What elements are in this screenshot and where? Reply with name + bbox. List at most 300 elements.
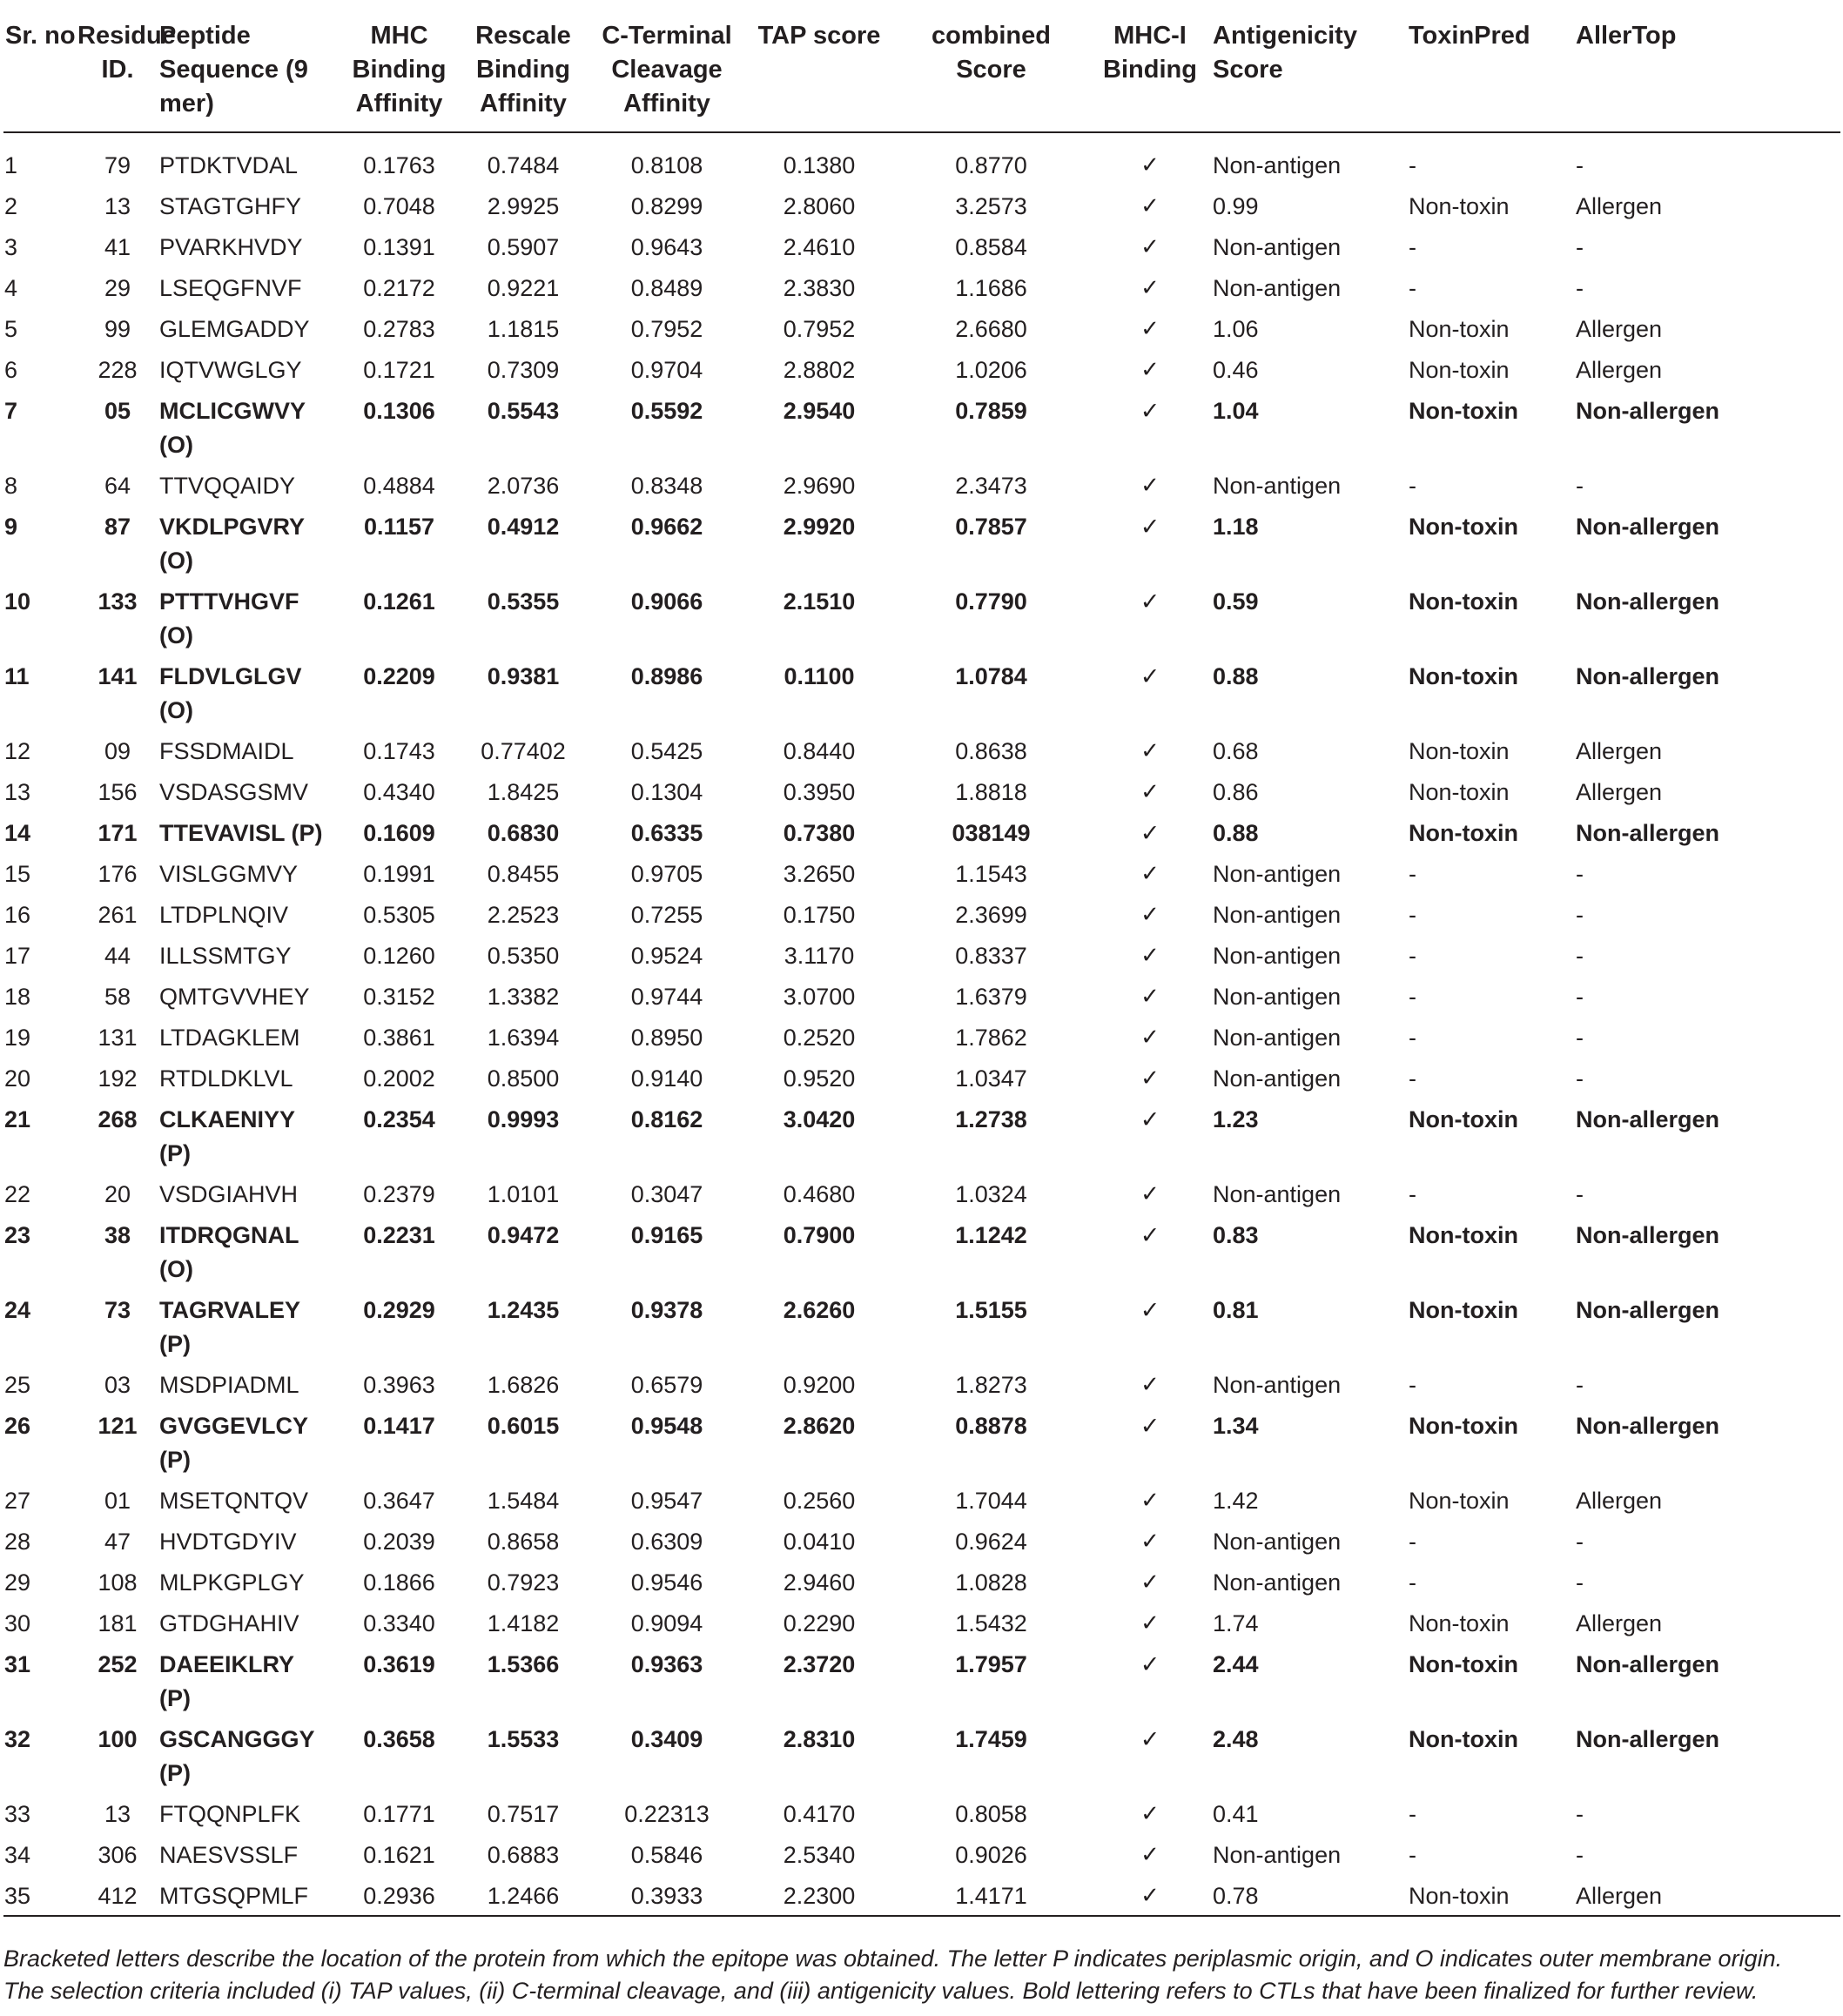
- table-row: [3, 505, 1840, 580]
- cell-mhc-binding-affinity: 0.1763: [363, 152, 435, 178]
- cell-residue-id: 176: [98, 861, 138, 887]
- cell-antigenicity-score: Non-antigen: [1213, 943, 1342, 969]
- cell-allertop: Non-allergen: [1576, 514, 1720, 540]
- cell-residue-id: 79: [104, 152, 131, 178]
- cell-antigenicity-score: 1.06: [1213, 316, 1259, 342]
- cell-tap-score: 0.4680: [783, 1181, 856, 1207]
- cell-sr-no: 8: [4, 473, 18, 499]
- header-line: Cleavage: [611, 56, 723, 84]
- cell-combined-score: 1.7957: [955, 1651, 1027, 1677]
- cell-sr-no: 11: [4, 663, 30, 689]
- cell-antigenicity-score: 0.88: [1213, 663, 1259, 689]
- cell-combined-score: 1.1543: [955, 861, 1027, 887]
- peptide-line: TTVQQAIDY: [159, 473, 296, 499]
- header-line: ID.: [101, 56, 134, 84]
- cell-allertop: -: [1576, 152, 1584, 178]
- peptide-line: TTEVAVISL (P): [159, 820, 323, 846]
- cell-sr-no: 3: [4, 234, 18, 260]
- cell-combined-score: 1.5432: [955, 1610, 1027, 1636]
- table-row: [3, 852, 1840, 893]
- check-icon: ✓: [1140, 1025, 1160, 1051]
- check-icon: ✓: [1140, 984, 1160, 1010]
- header-line: Binding: [476, 56, 570, 84]
- cell-residue-id: 121: [98, 1413, 138, 1439]
- cell-combined-score: 0.8337: [955, 943, 1027, 969]
- cell-sr-no: 16: [4, 902, 31, 928]
- cell-rescale-binding-affinity: 1.5533: [487, 1726, 560, 1752]
- cell-residue-id: 44: [104, 943, 131, 969]
- header-line: Affinity: [623, 90, 710, 118]
- cell-tap-score: 0.7952: [783, 316, 856, 342]
- cell-peptide-sequence: [158, 348, 340, 389]
- cell-rescale-binding-affinity: 0.5543: [487, 398, 560, 424]
- cell-mhc-binding-affinity: 0.1743: [363, 738, 435, 764]
- cell-toxinpred: Non-toxin: [1409, 357, 1510, 383]
- cell-tap-score: 2.9690: [783, 473, 856, 499]
- peptide-line: FSSDMAIDL: [159, 738, 294, 764]
- cell-tap-score: 3.0420: [783, 1106, 856, 1132]
- cell-allertop: -: [1576, 1529, 1584, 1555]
- cell-combined-score: 1.2738: [955, 1106, 1027, 1132]
- cell-antigenicity-score: 0.68: [1213, 738, 1259, 764]
- table-row: [3, 132, 1840, 185]
- cell-sr-no: 25: [4, 1372, 31, 1398]
- peptide-line: LSEQGFNVF: [159, 275, 302, 301]
- cell-allertop: -: [1576, 1569, 1584, 1596]
- cell-mhc-binding-affinity: 0.2039: [363, 1529, 435, 1555]
- check-icon: ✓: [1140, 902, 1160, 928]
- cell-c-terminal-cleavage-affinity: 0.9094: [630, 1610, 703, 1636]
- cell-peptide-sequence: [158, 1016, 340, 1057]
- cell-residue-id: 13: [104, 193, 131, 219]
- cell-combined-score: 1.7044: [955, 1488, 1027, 1514]
- cell-rescale-binding-affinity: 0.9381: [487, 663, 560, 689]
- cell-sr-no: 18: [4, 984, 31, 1010]
- cell-toxinpred: -: [1409, 1529, 1416, 1555]
- cell-toxinpred: -: [1409, 943, 1416, 969]
- cell-antigenicity-score: 0.46: [1213, 357, 1259, 383]
- table-row: [3, 1479, 1840, 1520]
- cell-mhc-binding-affinity: 0.3861: [363, 1025, 435, 1051]
- cell-allertop: Non-allergen: [1576, 1413, 1720, 1439]
- cell-tap-score: 0.7380: [783, 820, 856, 846]
- cell-c-terminal-cleavage-affinity: 0.8986: [630, 663, 703, 689]
- cell-allertop: -: [1576, 275, 1584, 301]
- peptide-line: GVGGEVLCY: [159, 1413, 309, 1439]
- cell-tap-score: 2.4610: [783, 234, 856, 260]
- table-row: [3, 1520, 1840, 1561]
- cell-rescale-binding-affinity: 1.6826: [487, 1372, 560, 1398]
- cell-toxinpred: -: [1409, 984, 1416, 1010]
- cell-toxinpred: -: [1409, 902, 1416, 928]
- cell-tap-score: 0.7900: [783, 1222, 856, 1248]
- cell-mhc-binding-affinity: 0.5305: [363, 902, 435, 928]
- cell-combined-score: 1.1242: [955, 1222, 1027, 1248]
- table-footnote: [3, 1943, 1840, 2007]
- cell-antigenicity-score: Non-antigen: [1213, 1569, 1342, 1596]
- check-icon: ✓: [1140, 1883, 1160, 1909]
- cell-residue-id: 306: [98, 1842, 138, 1868]
- cell-c-terminal-cleavage-affinity: 0.7255: [630, 902, 703, 928]
- cell-allertop: Non-allergen: [1576, 1106, 1720, 1132]
- peptide-line: VSDGIAHVH: [159, 1181, 299, 1207]
- cell-rescale-binding-affinity: 0.9472: [487, 1222, 560, 1248]
- header-mhc-i-binding: [1089, 14, 1211, 132]
- cell-antigenicity-score: 2.48: [1213, 1726, 1259, 1752]
- cell-c-terminal-cleavage-affinity: 0.3047: [630, 1181, 703, 1207]
- cell-rescale-binding-affinity: 1.0101: [487, 1181, 560, 1207]
- cell-tap-score: 2.9540: [783, 398, 856, 424]
- cell-mhc-binding-affinity: 0.3152: [363, 984, 435, 1010]
- cell-allertop: -: [1576, 943, 1584, 969]
- cell-sr-no: 12: [4, 738, 31, 764]
- footnote-line: Bracketed letters describe the location of the protein from which the epitope was obtained. The letter P indicates periplasmic origin, and O indicates outer membrane origin.: [3, 1945, 1783, 1972]
- cell-toxinpred: Non-toxin: [1409, 1610, 1510, 1636]
- header-sr-no: [3, 14, 77, 132]
- header-c-terminal-cleavage-affinity: [589, 14, 745, 132]
- cell-mhc-binding-affinity: 0.2354: [363, 1106, 435, 1132]
- cell-tap-score: 2.8310: [783, 1726, 856, 1752]
- header-line: ToxinPred: [1409, 22, 1530, 50]
- cell-rescale-binding-affinity: 2.2523: [487, 902, 560, 928]
- cell-tap-score: 2.9460: [783, 1569, 856, 1596]
- cell-c-terminal-cleavage-affinity: 0.3409: [630, 1726, 703, 1752]
- cell-peptide-sequence: [158, 1874, 340, 1916]
- cell-residue-id: 268: [98, 1106, 138, 1132]
- cell-c-terminal-cleavage-affinity: 0.22313: [624, 1801, 710, 1827]
- cell-allertop: Non-allergen: [1576, 663, 1720, 689]
- check-icon: ✓: [1140, 1488, 1160, 1514]
- table-row: [3, 348, 1840, 389]
- table-row: [3, 1016, 1840, 1057]
- cell-toxinpred: -: [1409, 1181, 1416, 1207]
- cell-c-terminal-cleavage-affinity: 0.9548: [630, 1413, 703, 1439]
- header-line: mer): [159, 90, 214, 118]
- cell-mhc-binding-affinity: 0.3658: [363, 1726, 435, 1752]
- check-icon: ✓: [1140, 357, 1160, 383]
- table-row: [3, 1173, 1840, 1213]
- table-row: [3, 307, 1840, 348]
- check-icon: ✓: [1140, 152, 1160, 178]
- cell-allertop: Allergen: [1576, 779, 1663, 805]
- peptide-line: VISLGGMVY: [159, 861, 299, 887]
- cell-rescale-binding-affinity: 1.5366: [487, 1651, 560, 1677]
- cell-residue-id: 181: [98, 1610, 138, 1636]
- peptide-line: TAGRVALEY: [159, 1297, 301, 1323]
- cell-toxinpred: Non-toxin: [1409, 588, 1518, 615]
- cell-tap-score: 0.2290: [783, 1610, 856, 1636]
- cell-toxinpred: -: [1409, 152, 1416, 178]
- cell-antigenicity-score: 0.41: [1213, 1801, 1259, 1827]
- check-icon: ✓: [1140, 1222, 1160, 1249]
- cell-sr-no: 10: [4, 588, 31, 615]
- check-icon: ✓: [1140, 738, 1160, 764]
- cell-tap-score: 3.1170: [784, 943, 855, 969]
- cell-rescale-binding-affinity: 1.3382: [487, 984, 560, 1010]
- cell-peptide-sequence: [158, 1288, 340, 1363]
- cell-residue-id: 47: [104, 1529, 131, 1555]
- cell-allertop: Non-allergen: [1576, 1222, 1720, 1248]
- cell-antigenicity-score: 0.88: [1213, 820, 1259, 846]
- cell-combined-score: 1.1686: [955, 275, 1027, 301]
- check-icon: ✓: [1140, 861, 1160, 887]
- cell-c-terminal-cleavage-affinity: 0.6335: [630, 820, 703, 846]
- peptide-line: GSCANGGGY: [159, 1726, 315, 1752]
- cell-c-terminal-cleavage-affinity: 0.8950: [630, 1025, 703, 1051]
- cell-tap-score: 0.2560: [783, 1488, 856, 1514]
- cell-tap-score: 2.3720: [783, 1651, 856, 1677]
- peptide-line: QMTGVVHEY: [159, 984, 310, 1010]
- cell-rescale-binding-affinity: 1.5484: [487, 1488, 560, 1514]
- cell-rescale-binding-affinity: 0.4912: [487, 514, 560, 540]
- cell-allertop: Non-allergen: [1576, 398, 1720, 424]
- cell-toxinpred: -: [1409, 473, 1416, 499]
- cell-antigenicity-score: Non-antigen: [1213, 984, 1342, 1010]
- cell-residue-id: 09: [104, 738, 131, 764]
- cell-c-terminal-cleavage-affinity: 0.6309: [630, 1529, 703, 1555]
- cell-allertop: Allergen: [1576, 193, 1663, 219]
- cell-sr-no: 20: [4, 1065, 31, 1092]
- cell-allertop: -: [1576, 1065, 1584, 1092]
- cell-rescale-binding-affinity: 0.5350: [487, 943, 560, 969]
- cell-peptide-sequence: [158, 1602, 340, 1643]
- cell-sr-no: 13: [4, 779, 31, 805]
- cell-rescale-binding-affinity: 0.77402: [481, 738, 566, 764]
- cell-allertop: Allergen: [1576, 1883, 1663, 1909]
- cell-allertop: Allergen: [1576, 316, 1663, 342]
- header-line: combined: [932, 22, 1051, 50]
- header-line: Sequence (9: [159, 56, 308, 84]
- cell-mhc-binding-affinity: 0.2929: [363, 1297, 435, 1323]
- cell-mhc-binding-affinity: 0.3340: [363, 1610, 435, 1636]
- table-header: [3, 14, 1840, 132]
- header-line: Peptide: [159, 22, 251, 50]
- cell-tap-score: 2.6260: [783, 1297, 856, 1323]
- cell-residue-id: 100: [98, 1726, 138, 1752]
- cell-peptide-sequence: [158, 464, 340, 505]
- cell-rescale-binding-affinity: 1.2466: [487, 1883, 560, 1909]
- peptide-line: MCLICGWVY: [159, 398, 306, 424]
- cell-residue-id: 412: [98, 1883, 138, 1909]
- header-combined-score: [893, 14, 1089, 132]
- header-row: [3, 14, 1840, 132]
- cell-antigenicity-score: 0.86: [1213, 779, 1259, 805]
- cell-toxinpred: Non-toxin: [1409, 1726, 1518, 1752]
- cell-combined-score: 1.8273: [955, 1372, 1027, 1398]
- cell-mhc-binding-affinity: 0.4884: [363, 473, 435, 499]
- cell-rescale-binding-affinity: 0.6830: [487, 820, 560, 846]
- cell-toxinpred: -: [1409, 1842, 1416, 1868]
- table-row: [3, 1288, 1840, 1363]
- cell-combined-score: 038149: [952, 820, 1031, 846]
- cell-combined-score: 1.0324: [955, 1181, 1027, 1207]
- table-row: [3, 225, 1840, 266]
- cell-peptide-sequence: [158, 1561, 340, 1602]
- cell-antigenicity-score: 1.18: [1213, 514, 1259, 540]
- cell-tap-score: 2.3830: [783, 275, 856, 301]
- cell-toxinpred: Non-toxin: [1409, 1297, 1518, 1323]
- table-row: [3, 580, 1840, 655]
- peptide-line: (O): [159, 432, 193, 458]
- peptide-line: LTDAGKLEM: [159, 1025, 300, 1051]
- cell-rescale-binding-affinity: 0.6015: [487, 1413, 560, 1439]
- footnote-line: The selection criteria included (i) TAP values, (ii) C-terminal cleavage, and (iii) antigenicity values. Bold lettering refers to CTLs that have been finalized for further review.: [3, 1978, 1759, 2004]
- check-icon: ✓: [1140, 779, 1160, 805]
- cell-rescale-binding-affinity: 1.8425: [487, 779, 560, 805]
- cell-allertop: Non-allergen: [1576, 1726, 1720, 1752]
- cell-sr-no: 21: [4, 1106, 31, 1132]
- cell-tap-score: 0.9200: [783, 1372, 856, 1398]
- cell-sr-no: 19: [4, 1025, 31, 1051]
- cell-allertop: -: [1576, 473, 1584, 499]
- cell-sr-no: 29: [4, 1569, 31, 1596]
- peptide-line: IQTVWGLGY: [159, 357, 302, 383]
- peptide-line: GLEMGADDY: [159, 316, 310, 342]
- cell-c-terminal-cleavage-affinity: 0.9165: [630, 1222, 703, 1248]
- table-row: [3, 811, 1840, 852]
- header-antigenicity-score: [1211, 14, 1407, 132]
- cell-mhc-binding-affinity: 0.2379: [363, 1181, 435, 1207]
- cell-c-terminal-cleavage-affinity: 0.9378: [630, 1297, 703, 1323]
- cell-combined-score: 0.7790: [955, 588, 1027, 615]
- cell-toxinpred: -: [1409, 1372, 1416, 1398]
- cell-sr-no: 28: [4, 1529, 31, 1555]
- cell-residue-id: 41: [104, 234, 131, 260]
- table-row: [3, 185, 1840, 225]
- cell-c-terminal-cleavage-affinity: 0.9662: [630, 514, 703, 540]
- cell-antigenicity-score: Non-antigen: [1213, 1181, 1342, 1207]
- cell-antigenicity-score: 1.42: [1213, 1488, 1259, 1514]
- peptide-line: PTDKTVDAL: [159, 152, 299, 178]
- cell-rescale-binding-affinity: 0.7517: [487, 1801, 560, 1827]
- cell-c-terminal-cleavage-affinity: 0.8162: [630, 1106, 703, 1132]
- table-row: [3, 464, 1840, 505]
- cell-peptide-sequence: [158, 811, 340, 852]
- cell-combined-score: 1.7862: [955, 1025, 1027, 1051]
- cell-toxinpred: -: [1409, 1025, 1416, 1051]
- header-tap-score: [745, 14, 893, 132]
- cell-residue-id: 87: [104, 514, 131, 540]
- cell-toxinpred: Non-toxin: [1409, 398, 1518, 424]
- cell-mhc-binding-affinity: 0.1721: [363, 357, 435, 383]
- cell-residue-id: 29: [104, 275, 131, 301]
- cell-toxinpred: Non-toxin: [1409, 316, 1510, 342]
- check-icon: ✓: [1140, 1106, 1160, 1133]
- cell-sr-no: 6: [4, 357, 18, 383]
- cell-residue-id: 133: [98, 588, 138, 615]
- cell-antigenicity-score: Non-antigen: [1213, 234, 1342, 260]
- check-icon: ✓: [1140, 1569, 1160, 1596]
- cell-c-terminal-cleavage-affinity: 0.8108: [630, 152, 703, 178]
- cell-antigenicity-score: Non-antigen: [1213, 275, 1342, 301]
- cell-c-terminal-cleavage-affinity: 0.9363: [630, 1651, 703, 1677]
- cell-residue-id: 228: [98, 357, 138, 383]
- cell-peptide-sequence: [158, 307, 340, 348]
- cell-rescale-binding-affinity: 0.8455: [487, 861, 560, 887]
- peptide-line: MLPKGPLGY: [159, 1569, 305, 1596]
- check-icon: ✓: [1140, 1181, 1160, 1207]
- cell-allertop: -: [1576, 1025, 1584, 1051]
- peptide-line: VKDLPGVRY: [159, 514, 306, 540]
- cell-residue-id: 156: [98, 779, 138, 805]
- header-rescale-binding-affinity: [458, 14, 589, 132]
- cell-peptide-sequence: [158, 934, 340, 975]
- table-row: [3, 1363, 1840, 1404]
- cell-combined-score: 0.8058: [955, 1801, 1027, 1827]
- cell-c-terminal-cleavage-affinity: 0.9140: [630, 1065, 703, 1092]
- cell-tap-score: 3.2650: [783, 861, 856, 887]
- table-row: [3, 389, 1840, 464]
- peptide-line: HVDTGDYIV: [159, 1529, 297, 1555]
- cell-c-terminal-cleavage-affinity: 0.9524: [630, 943, 703, 969]
- check-icon: ✓: [1140, 1842, 1160, 1868]
- cell-residue-id: 01: [104, 1488, 131, 1514]
- cell-allertop: Non-allergen: [1576, 1651, 1720, 1677]
- cell-mhc-binding-affinity: 0.1621: [363, 1842, 435, 1868]
- peptide-line: CLKAENIYY: [159, 1106, 296, 1132]
- peptide-line: NAESVSSLF: [159, 1842, 299, 1868]
- table-row: [3, 266, 1840, 307]
- cell-rescale-binding-affinity: 0.8500: [487, 1065, 560, 1092]
- cell-combined-score: 0.8584: [955, 234, 1027, 260]
- cell-toxinpred: Non-toxin: [1409, 663, 1518, 689]
- cell-sr-no: 22: [4, 1181, 31, 1207]
- cell-allertop: -: [1576, 902, 1584, 928]
- header-line: Binding: [352, 56, 447, 84]
- cell-peptide-sequence: [158, 1098, 340, 1173]
- cell-allertop: Allergen: [1576, 357, 1663, 383]
- check-icon: ✓: [1140, 1372, 1160, 1398]
- table-row: [3, 1213, 1840, 1288]
- cell-c-terminal-cleavage-affinity: 0.1304: [630, 779, 703, 805]
- cell-mhc-binding-affinity: 0.1391: [363, 234, 435, 260]
- cell-peptide-sequence: [158, 1520, 340, 1561]
- cell-mhc-binding-affinity: 0.3963: [363, 1372, 435, 1398]
- cell-c-terminal-cleavage-affinity: 0.9643: [630, 234, 703, 260]
- cell-peptide-sequence: [158, 1643, 340, 1717]
- cell-residue-id: 13: [104, 1801, 131, 1827]
- cell-residue-id: 108: [98, 1569, 138, 1596]
- cell-tap-score: 0.0410: [783, 1529, 856, 1555]
- cell-rescale-binding-affinity: 0.9221: [487, 275, 560, 301]
- cell-combined-score: 1.0828: [955, 1569, 1027, 1596]
- cell-residue-id: 141: [98, 663, 138, 689]
- cell-rescale-binding-affinity: 0.5907: [487, 234, 560, 260]
- cell-toxinpred: Non-toxin: [1409, 1488, 1510, 1514]
- cell-peptide-sequence: [158, 729, 340, 770]
- cell-antigenicity-score: Non-antigen: [1213, 1025, 1342, 1051]
- cell-tap-score: 0.1100: [784, 663, 855, 689]
- cell-toxinpred: Non-toxin: [1409, 820, 1518, 846]
- header-allertop: [1574, 14, 1840, 132]
- cell-peptide-sequence: [158, 770, 340, 811]
- table-row: [3, 1404, 1840, 1479]
- cell-antigenicity-score: 0.78: [1213, 1883, 1259, 1909]
- cell-combined-score: 2.3699: [955, 902, 1027, 928]
- peptide-line: ITDRQGNAL: [159, 1222, 299, 1248]
- cell-tap-score: 2.8620: [783, 1413, 856, 1439]
- cell-antigenicity-score: 1.74: [1213, 1610, 1259, 1636]
- table-row: [3, 975, 1840, 1016]
- cell-residue-id: 261: [98, 902, 138, 928]
- cell-mhc-binding-affinity: 0.1609: [363, 820, 435, 846]
- cell-tap-score: 0.3950: [783, 779, 856, 805]
- cell-tap-score: 0.1750: [783, 902, 856, 928]
- cell-antigenicity-score: Non-antigen: [1213, 1372, 1342, 1398]
- cell-toxinpred: -: [1409, 234, 1416, 260]
- cell-c-terminal-cleavage-affinity: 0.9704: [630, 357, 703, 383]
- cell-sr-no: 17: [4, 943, 31, 969]
